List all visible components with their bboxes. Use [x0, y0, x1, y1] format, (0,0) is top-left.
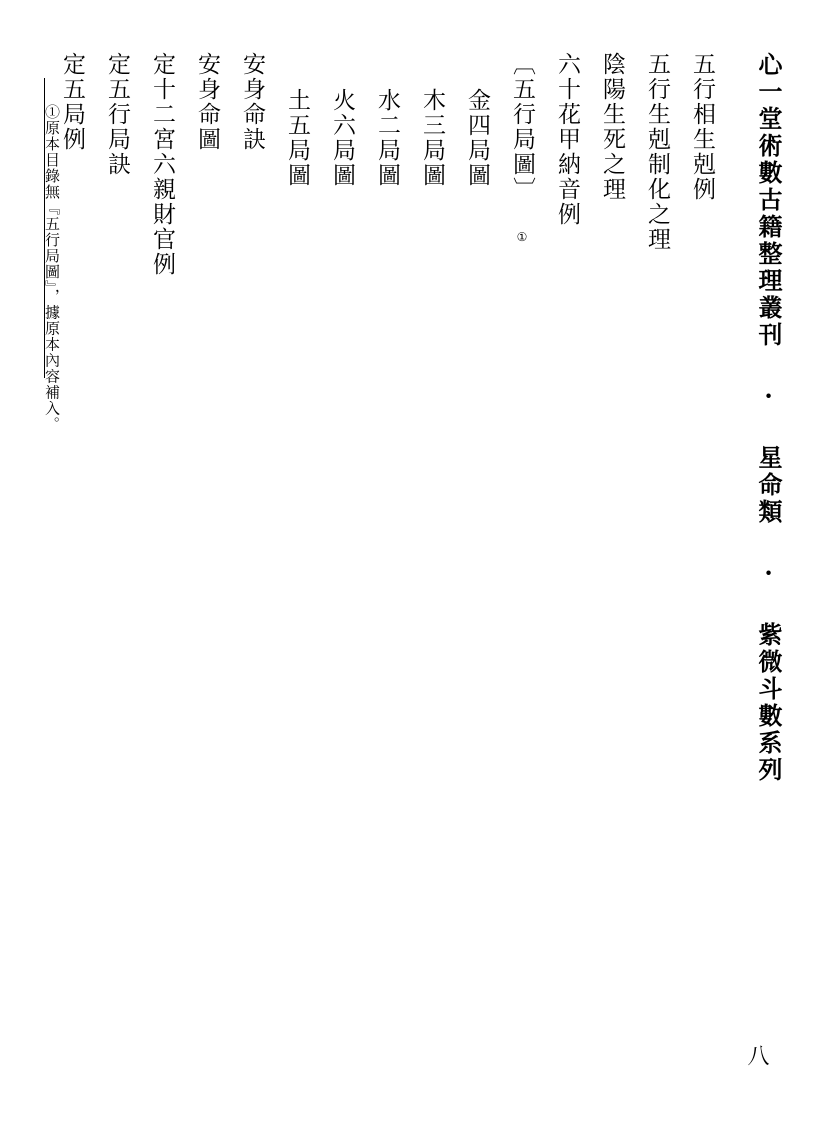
toc-entry-label: 五行相生剋例	[689, 52, 715, 202]
toc-entry[interactable]	[645, 52, 668, 652]
toc-entry[interactable]	[60, 52, 83, 652]
series-title: 心一堂術數古籍整理叢刊 · 星命類 · 紫微斗數系列	[754, 52, 783, 784]
toc-entry-label: 六十花甲納音例	[554, 52, 580, 227]
toc-entry[interactable]	[375, 52, 398, 688]
toc-entry[interactable]	[510, 52, 533, 652]
toc-entry-label: 安身命圖	[194, 52, 220, 152]
toc-entry[interactable]	[150, 52, 173, 652]
toc-entry-label: 金四局圖	[464, 88, 490, 188]
footnote	[44, 104, 59, 504]
toc-entry-label: 安身命訣	[239, 52, 265, 152]
toc-entry[interactable]	[240, 52, 263, 652]
toc-entry-label: 五行生剋制化之理	[644, 52, 670, 252]
toc-entry-label: 火六局圖	[329, 88, 355, 188]
toc-entry-label: 土五局圖	[284, 88, 310, 188]
toc-entry[interactable]	[420, 52, 443, 688]
toc-entry[interactable]	[330, 52, 353, 688]
toc-entry[interactable]	[690, 52, 713, 652]
page-number: 八	[744, 1044, 769, 1066]
toc-entry-label: 定十二宮六親財官例	[149, 52, 175, 277]
toc-entry[interactable]	[195, 52, 218, 652]
toc-entry-label: 定五行局訣	[104, 52, 130, 177]
toc-entry[interactable]	[285, 52, 308, 688]
toc-entry[interactable]	[555, 52, 578, 652]
table-of-contents	[59, 52, 724, 672]
footnote-marker: ①	[515, 230, 529, 244]
toc-entry[interactable]	[465, 52, 488, 688]
toc-entry-label: 定五局例	[59, 52, 85, 152]
toc-entry-label: 木三局圖	[419, 88, 445, 188]
toc-entry-label: 〔五行局圖〕	[509, 52, 535, 202]
toc-entry-label: 水二局圖	[374, 88, 400, 188]
toc-entry[interactable]	[600, 52, 623, 652]
footnote-text: ①原本目錄無『五行局圖』，據原本內容補入。	[43, 104, 61, 433]
toc-entry[interactable]	[105, 52, 128, 652]
toc-entry-label: 陰陽生死之理	[599, 52, 625, 202]
